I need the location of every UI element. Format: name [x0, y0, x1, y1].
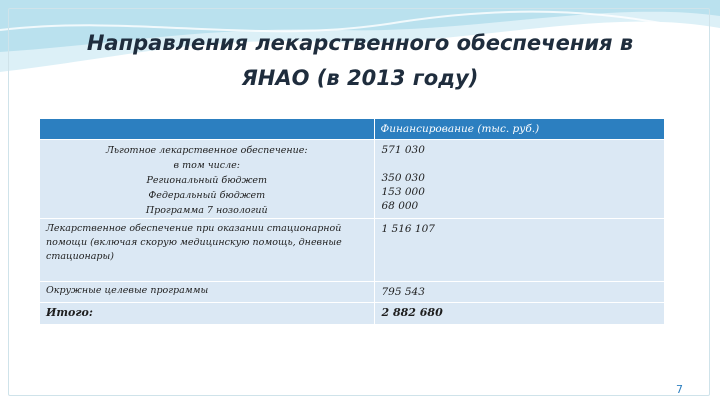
row-value: 1 516 107 — [374, 219, 664, 282]
row-label — [40, 140, 374, 219]
row-label-line: Программа 7 нозологий — [145, 205, 268, 216]
row-value-total: 571 030 — [381, 144, 425, 156]
row-value-line: 153 000 — [381, 186, 425, 198]
table-row — [40, 282, 664, 303]
funding-table — [40, 119, 664, 324]
row-label: Лекарственное обеспечение при оказании стационарной помощи (включая скорую медицинскую помощь, дневные стационары) — [40, 219, 374, 282]
header-cell-funding: Финансирование (тыс. руб.) — [374, 119, 664, 140]
total-value: 2 882 680 — [374, 303, 664, 324]
header-cell-category — [40, 119, 374, 140]
total-label: Итого: — [40, 303, 374, 324]
table-row-total — [40, 303, 664, 324]
title-line-1: Направления лекарственного обеспечения в — [86, 31, 634, 55]
row-label: Окружные целевые программы — [40, 282, 374, 303]
title-line-2: ЯНАО (в 2013 году) — [241, 66, 479, 90]
table-row — [40, 219, 664, 282]
row-value — [374, 140, 664, 219]
row-value: 795 543 — [374, 282, 664, 303]
table-row — [40, 140, 664, 219]
row-label-line: в том числе: — [173, 160, 240, 171]
slide-title — [40, 26, 680, 96]
row-label-line: Федеральный бюджет — [148, 190, 266, 201]
slide-number: 7 — [676, 383, 683, 396]
spacer — [382, 157, 665, 171]
row-value-line: 350 030 — [381, 172, 425, 184]
row-value-line: 68 000 — [381, 200, 419, 212]
row-label-line: Льготное лекарственное обеспечение: — [105, 145, 308, 156]
table-header-row — [40, 119, 664, 140]
row-label-line: Региональный бюджет — [146, 175, 268, 186]
